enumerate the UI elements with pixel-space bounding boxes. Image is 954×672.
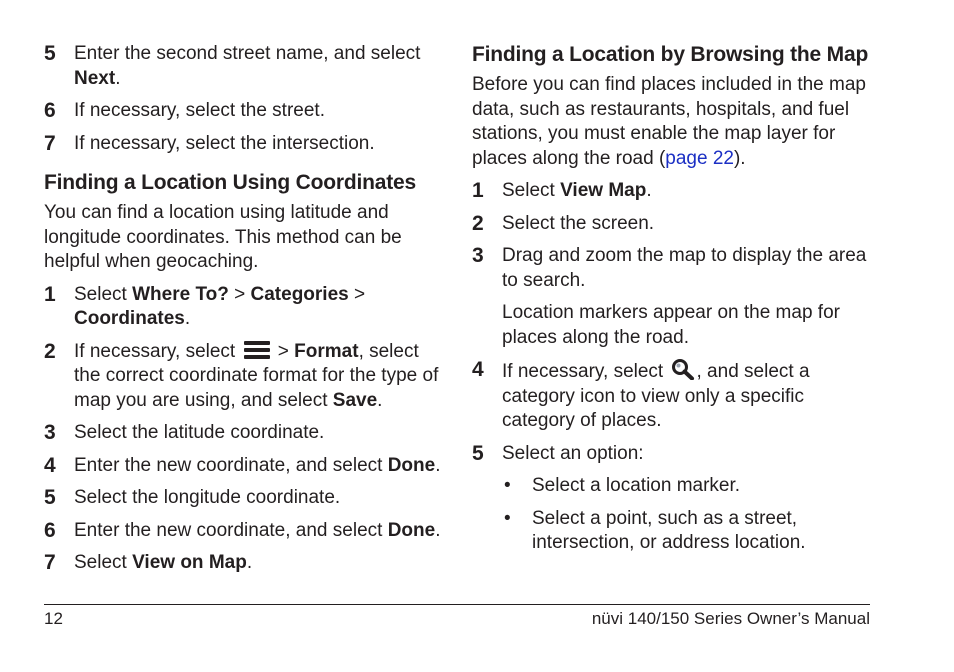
step-text-part: . (246, 552, 253, 573)
step-bold-term: Save (332, 389, 378, 411)
step-text-part: If necessary, select (502, 361, 669, 382)
step-number: 3 (44, 421, 56, 444)
step-number: 4 (44, 453, 56, 477)
step-text-part: . (377, 389, 383, 411)
menu-icon (243, 340, 271, 360)
step-number: 7 (44, 131, 56, 155)
step-item (472, 212, 872, 237)
search-icon (671, 358, 695, 380)
footer-divider (44, 604, 870, 605)
step-text (74, 42, 444, 91)
step-number: 5 (472, 441, 484, 465)
page-number: 12 (44, 609, 63, 628)
step-number: 6 (44, 99, 56, 122)
list-item (472, 474, 872, 499)
step-text-part: . (184, 308, 191, 329)
step-note: Location markers appear on the map for places along the road. (502, 302, 840, 348)
step-text: Select the screen. (502, 212, 655, 234)
step-bold-term: Categories (250, 283, 349, 305)
section-heading-coordinates: Finding a Location Using Coordinates (44, 171, 416, 194)
step-number: 5 (44, 486, 56, 509)
step-text (74, 454, 444, 479)
manual-title: nüvi 140/150 Series Owner’s Manual (591, 609, 870, 628)
step-number: 1 (472, 179, 484, 202)
step-text-part: If necessary, select (74, 340, 241, 362)
step-text-part: > (228, 283, 251, 305)
section-intro: You can find a location using latitude and longitude coordinates. This method can be helpful when geocaching. (44, 202, 402, 272)
step-number: 6 (44, 518, 56, 542)
step-text: Select the longitude coordinate. (74, 487, 341, 508)
step-item (44, 519, 444, 544)
step-item (472, 244, 872, 293)
intro-text-part: Before you can find places included in the map data, such as restaurants, hospitals, and fuel stations, you must enable the map layer for places along the road ( (472, 74, 866, 169)
step-bold-term: Done (387, 519, 436, 541)
step-item (472, 358, 872, 434)
step-text: Select the latitude coordinate. (74, 422, 325, 443)
list-item (472, 507, 872, 556)
step-text (74, 519, 444, 544)
step-text: If necessary, select the intersection. (74, 132, 375, 154)
bullet-text: Select a location marker. (532, 475, 741, 496)
step-item (44, 551, 444, 576)
step-text-part: > (272, 340, 295, 362)
step-bold-term: View on Map (132, 552, 247, 573)
section-intro (472, 73, 872, 171)
step-text-part: . (115, 67, 121, 89)
step-item (472, 442, 872, 467)
step-text-part: . (435, 519, 441, 541)
bullet-marker: • (504, 507, 511, 529)
step-item (44, 421, 444, 446)
left-column (44, 42, 444, 584)
step-text-part: Select (502, 180, 561, 201)
bullet-marker: • (504, 475, 511, 496)
step-bold-term: Done (387, 454, 436, 476)
step-number: 5 (44, 42, 56, 65)
section-heading-browse-map: Finding a Location by Browsing the Map (472, 43, 869, 66)
page-reference-link[interactable]: page 22 (665, 147, 734, 169)
step-text-part: Enter the new coordinate, and select (74, 519, 388, 541)
step-item (44, 42, 444, 91)
step-item (472, 179, 872, 204)
step-number: 3 (472, 244, 484, 267)
step-bold-term: Where To? (132, 283, 229, 305)
step-text: If necessary, select the street. (74, 100, 325, 121)
step-number: 2 (44, 339, 56, 363)
step-text-part: . (435, 454, 441, 476)
step-text (74, 283, 444, 332)
step-bold-term: Next (74, 67, 116, 89)
step-text (502, 179, 872, 204)
step-item (44, 283, 444, 332)
step-text-part: Select (74, 552, 133, 573)
step-text: Drag and zoom the map to display the area to search. (502, 245, 867, 291)
step-text-part: , and select a category icon to view only a specific category of places. (502, 361, 810, 431)
step-item (44, 486, 444, 511)
step-item (44, 99, 444, 124)
step-text-part: > (348, 283, 366, 305)
step-number: 4 (472, 358, 484, 381)
step-item (44, 340, 444, 414)
step-text-part: Enter the second street name, and select (74, 43, 421, 64)
step-bold-term: Coordinates (74, 308, 185, 329)
step-text: Select an option: (502, 442, 644, 464)
step-text-part: , select the correct coordinate format for the type of map you are using, and select (74, 340, 439, 411)
step-number: 7 (44, 551, 56, 574)
step-item (44, 454, 444, 479)
step-text (502, 358, 872, 434)
bullet-text: Select a point, such as a street, intersection, or address location. (532, 507, 806, 553)
step-item (44, 132, 444, 157)
step-text-part: . (646, 180, 652, 201)
step-number: 2 (472, 211, 484, 235)
step-text (74, 551, 444, 576)
right-column (472, 42, 872, 564)
step-bold-term: View Map (560, 180, 647, 201)
intro-text-part: ). (733, 147, 746, 169)
step-number: 1 (44, 282, 56, 306)
step-text (74, 340, 444, 414)
step-text-part: Enter the new coordinate, and select (74, 454, 388, 476)
step-text-part: Select (74, 283, 133, 305)
step-bold-term: Format (294, 340, 359, 362)
